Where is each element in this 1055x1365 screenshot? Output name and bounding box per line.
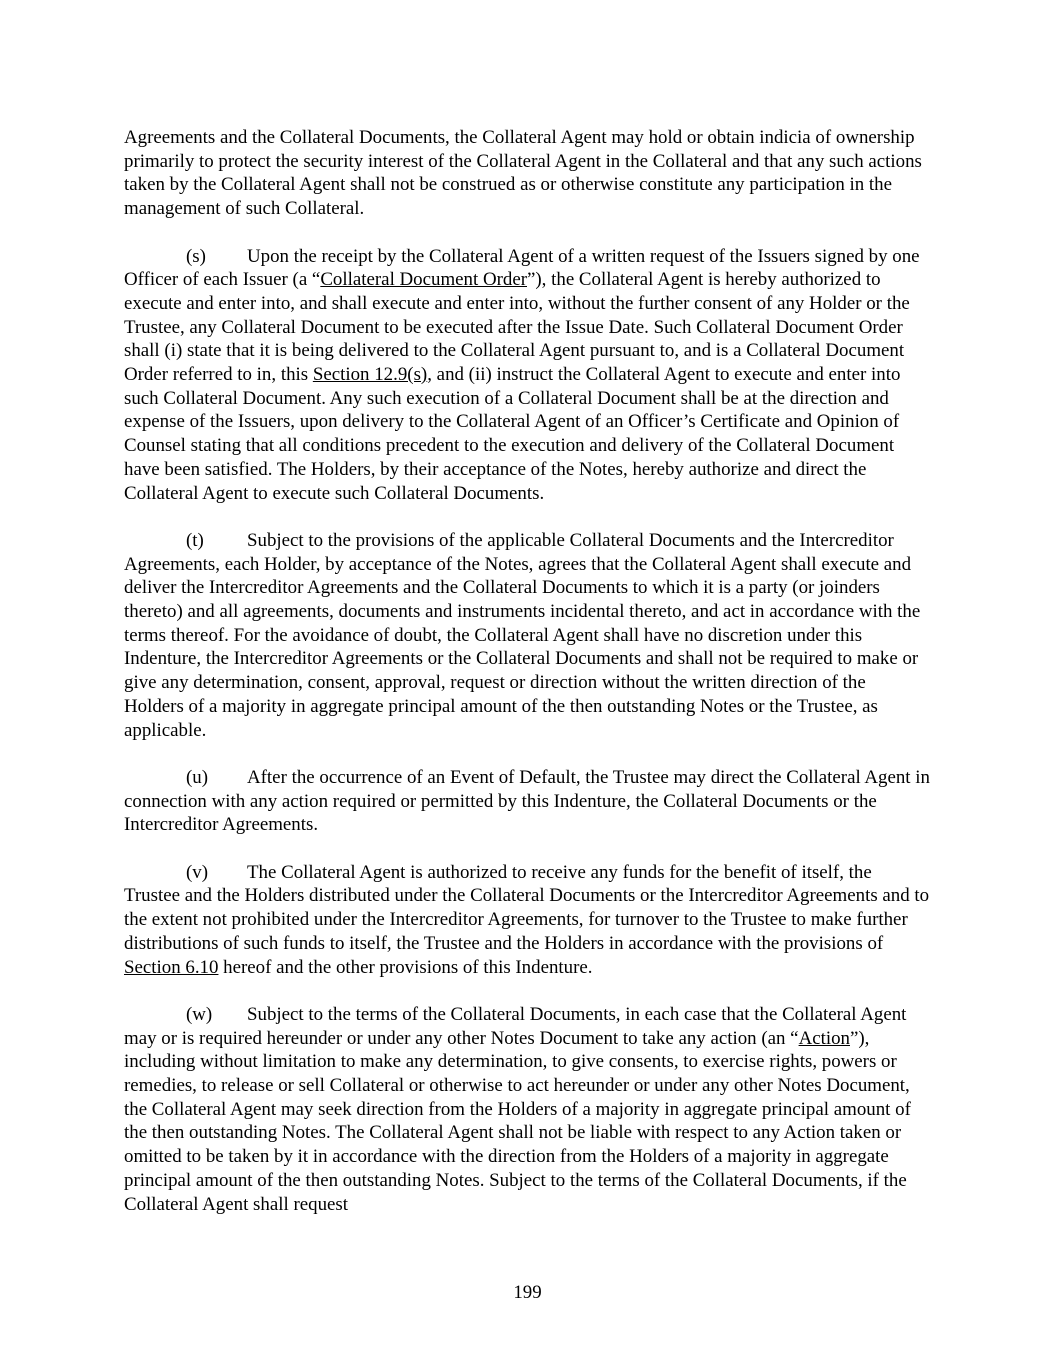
paragraph-label: (v)	[186, 861, 209, 883]
paragraph-text: Subject to the terms of the Collateral Documents, in each case that the Collateral Agent may or is required hereunder or under any other Notes Document to take any action (an “	[124, 1003, 907, 1049]
paragraph-label: (t)	[186, 529, 204, 551]
paragraph-t	[124, 529, 930, 742]
defined-term-action: Action	[798, 1027, 850, 1049]
paragraph-u	[124, 766, 930, 837]
paragraph-text: After the occurrence of an Event of Default, the Trustee may direct the Collateral Agent in connection with any action required or permitted by this Indenture, the Collateral Documents or the Intercreditor Agreements.	[124, 766, 930, 836]
paragraph-text: ”), the Collateral Agent is hereby authorized to execute and enter into, and shall execute and enter into, without the further consent of any Holder or the Trustee, any Collateral Document to be executed after the Issue Date. Such Collateral Document Order shall (i) state that it is being delivered to the Collateral Agent pursuant to, and is a Collateral Document Order referred to in, this	[124, 269, 910, 386]
paragraph-text: Subject to the provisions of the applicable Collateral Documents and the Intercreditor Agreements, each Holder, by acceptance of the Notes, agrees that the Collateral Agent shall execute and deliver the Intercreditor Agreements and the Collateral Documents to which it is a party (or joinders thereto) and all agreements, documents and instruments incidental thereto, and act in accordance with the terms thereof. For the avoidance of doubt, the Collateral Agent shall have no discretion under this Indenture, the Intercreditor Agreements or the Collateral Documents and shall not be required to make or give any determination, consent, approval, request or direction without the written direction of the Holders of a majority in aggregate principal amount of the then outstanding Notes or the Trustee, as applicable.	[124, 529, 921, 741]
paragraph-w	[124, 1003, 930, 1216]
defined-term-collateral-document-order: Collateral Document Order	[320, 269, 527, 291]
paragraph-continuation	[124, 126, 930, 221]
document-body	[124, 126, 930, 1240]
paragraph-label: (u)	[186, 766, 209, 788]
paragraph-text: hereof and the other provisions of this Indenture.	[218, 956, 593, 978]
paragraph-text: Agreements and the Collateral Documents, the Collateral Agent may hold or obtain indicia of ownership primarily to protect the security interest of the Collateral Agent in the Collateral and that any such actions taken by the Collateral Agent shall not be construed as or otherwise constitute any participation in the management of such Collateral.	[124, 127, 922, 220]
paragraph-label: (s)	[186, 245, 206, 267]
paragraph-text: The Collateral Agent is authorized to receive any funds for the benefit of itself, the Trustee and the Holders distributed under the Collateral Documents or the Intercreditor Agreements and to the extent not prohibited under the Intercreditor Agreements, for turnover to the Trustee to make further distributions of such funds to itself, the Trustee and the Holders in accordance with the provisions of	[124, 861, 930, 954]
section-reference-link[interactable]: Section 12.9(s)	[312, 364, 428, 386]
paragraph-text: ”), including without limitation to make any determination, to give consents, to exercise rights, powers or remedies, to release or sell Collateral or otherwise to act hereunder or under any other Notes Document, the Collateral Agent may seek direction from the Holders of a majority in aggregate principal amount of the then outstanding Notes. The Collateral Agent shall not be liable with respect to any Action taken or omitted to be taken by it in accordance with the direction from the Holders of a majority in aggregate principal amount of the then outstanding Notes. Subject to the terms of the Collateral Documents, if the Collateral Agent shall request	[124, 1027, 911, 1215]
paragraph-text: Upon the receipt by the Collateral Agent of a written request of the Issuers signed by one Officer of each Issuer (a “	[124, 245, 920, 291]
paragraph-v	[124, 861, 930, 980]
section-reference-link[interactable]: Section 6.10	[124, 956, 219, 978]
paragraph-s	[124, 245, 930, 506]
page-number: 199	[513, 1282, 542, 1303]
paragraph-label: (w)	[186, 1003, 213, 1025]
paragraph-text: , and (ii) instruct the Collateral Agent to execute and enter into such Collateral Document. Any such execution of a Collateral Document shall be at the direction and expense of the Issuers, upon delivery to the Collateral Agent of an Officer’s Certificate and Opinion of Counsel stating that all conditions precedent to the execution and delivery of the Collateral Document have been satisfied. The Holders, by their acceptance of the Notes, hereby authorize and direct the Collateral Agent to execute such Collateral Documents.	[124, 364, 901, 504]
